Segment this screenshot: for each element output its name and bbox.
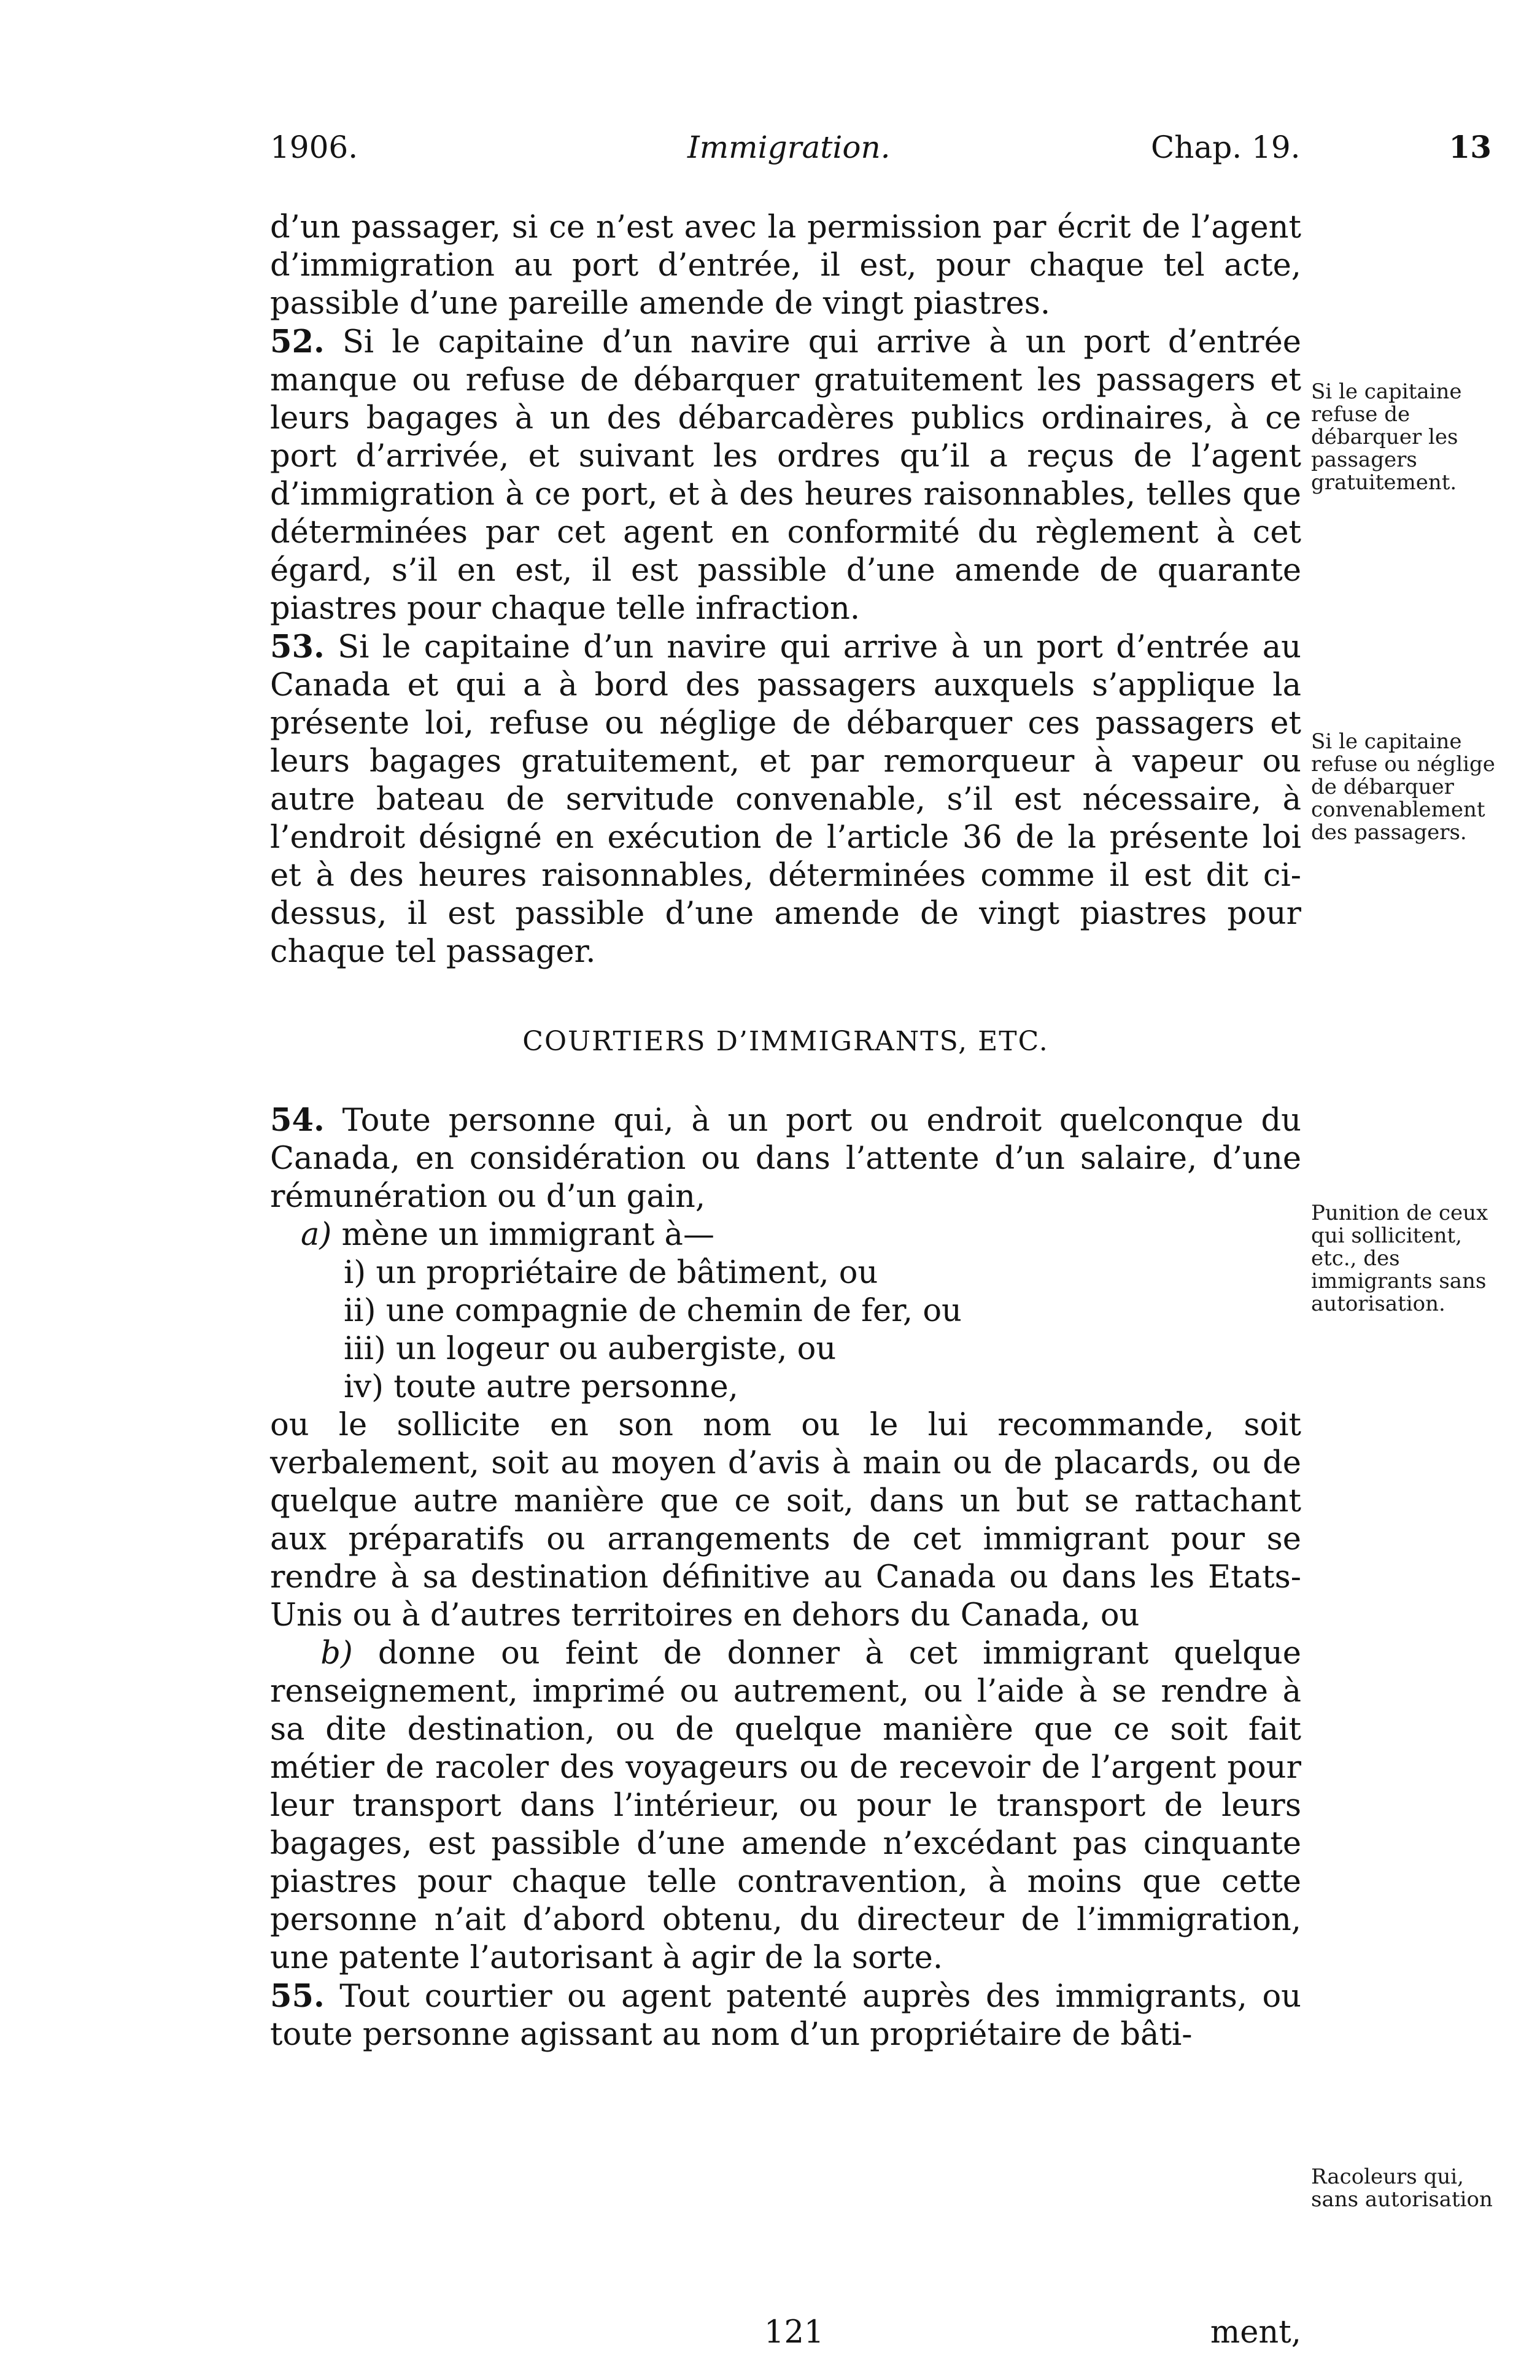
- header-year: 1906.: [270, 130, 358, 165]
- footer-catchword: ment,: [1210, 2314, 1301, 2351]
- section-55-number: 55.: [270, 1978, 325, 2015]
- section-54-item-b: [270, 1635, 1301, 1977]
- page-footer: [270, 2311, 1301, 2354]
- section-55-text: Tout courtier ou agent patenté auprès des immigrants, ou toute personne agissant au nom d’un propriétaire de bâti-: [270, 1979, 1302, 2053]
- item-b-label: b): [320, 1635, 353, 1672]
- section-54-item-a: [270, 1216, 1301, 1254]
- section-55: [270, 1977, 1301, 2054]
- intro-paragraph: d’un passager, si ce n’est avec la permission par écrit de l’agent d’immigration au port d’entrée, il est, pour chaque tel acte, passible d’une pareille amende de vingt piastres.: [270, 209, 1301, 322]
- section-54: [270, 1101, 1301, 1216]
- header-title: Immigration.: [687, 130, 891, 165]
- section-52-number: 52.: [270, 324, 325, 360]
- main-text: [270, 209, 1301, 2054]
- section-53-number: 53.: [270, 629, 325, 665]
- sub-item-iv: iv) toute autre personne,: [344, 1369, 738, 1405]
- margin-note-52: Si le capitaine refuse de débarquer les passagers gratuitement.: [1311, 379, 1462, 495]
- running-header: [270, 126, 1492, 169]
- section-53-text: Si le capitaine d’un navire qui arrive à un port d’entrée au Canada et qui a à bord des passagers auxquels s’applique la présente loi, refuse ou néglige de débarquer ces passagers et leurs bagages gratuitement, et par remorqueur à vapeur ou autre bateau de servitude convenable, s’il est nécessaire, à l’endroit désigné en exécution de l’article 36 de la présente loi et à des heures raisonnables, déterminées comme il est dit ci-dessus, il est passible d’une amende de vingt piastres pour chaque tel passager.: [270, 629, 1301, 970]
- sub-item-i: i) un propriétaire de bâtiment, ou: [344, 1255, 878, 1291]
- margin-note-55: Racoleurs qui, sans autorisation: [1311, 2165, 1493, 2212]
- item-a-label: a): [301, 1217, 332, 1253]
- section-53: [270, 628, 1301, 971]
- section-54-text: Toute personne qui, à un port ou endroit quelconque du Canada, en considération ou dans l’attente d’un salaire, d’une rémunération ou d’un gain,: [270, 1103, 1302, 1215]
- item-b-text: donne ou feint de donner à cet immigrant quelque renseignement, imprimé ou autrement, ou l’aide à se rendre à sa dite destination, ou de quelque manière que ce soit fait métier de racoler des voyageurs ou de recevoir de l’argent pour leur transport dans l’intérieur, ou pour le transport de leurs bagages, est passible d’une amende n’excédant pas cinquante piastres pour chaque telle contravention, à moins que cette personne n’ait d’abord obtenu, du directeur de l’immigration, une patente l’autorisant à agir de la sorte.: [270, 1635, 1301, 1976]
- section-heading: COURTIERS D’IMMIGRANTS, ETC.: [522, 1026, 1049, 1057]
- margin-note-53: Si le capitaine refuse ou néglige de débarquer convenablement des passagers.: [1311, 729, 1495, 845]
- sub-item-ii: ii) une compagnie de chemin de fer, ou: [344, 1293, 962, 1329]
- section-54-continuation: ou le sollicite en son nom ou le lui recommande, soit verbalement, soit au moyen d’avis à main ou de placards, ou de quelque autre manière que ce soit, dans un but se rattachant aux préparatifs ou arrangements de cet immigrant pour se rendre à sa destination définitive au Canada ou dans les Etats-Unis ou à d’autres territoires en dehors du Canada, ou: [270, 1407, 1301, 1634]
- section-52-text: Si le capitaine d’un navire qui arrive à un port d’entrée manque ou refuse de débarquer gratuitement les passagers et leurs bagages à un des débarcadères publics ordinaires, à ce port d’arrivée, et suivant les ordres qu’il a reçus de l’agent d’immigration à ce port, et à des heures raisonnables, telles que déterminées par cet agent en conformité du règlement à cet égard, s’il en est, il est passible d’une amende de quarante piastres pour chaque telle infraction.: [270, 324, 1301, 627]
- header-page-number: 13: [1449, 129, 1492, 165]
- margin-note-54: Punition de ceux qui sollicitent, etc., des immigrants sans autorisation.: [1311, 1201, 1488, 1316]
- sub-item-iii: iii) un logeur ou aubergiste, ou: [344, 1331, 837, 1367]
- footer-number: 121: [764, 2314, 824, 2351]
- header-chapter: Chap. 19.: [1151, 130, 1301, 165]
- section-54-number: 54.: [270, 1102, 325, 1139]
- section-52: [270, 323, 1301, 628]
- item-a-text: mène un immigrant à—: [341, 1217, 714, 1253]
